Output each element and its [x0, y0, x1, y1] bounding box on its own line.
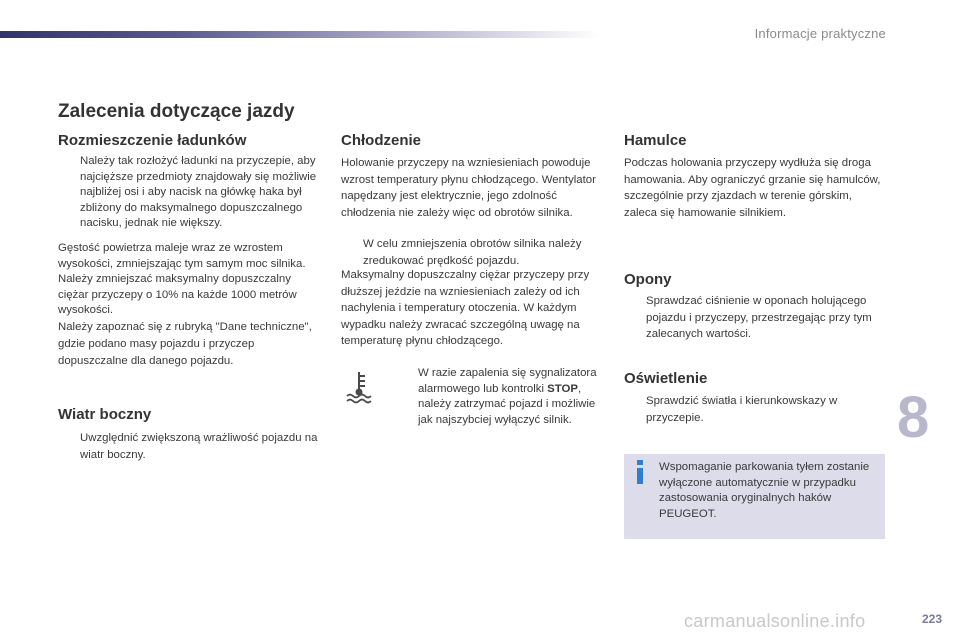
paragraph-air-density: Gęstość powietrza maleje wraz ze wzrostem wysokości, zmniejszając tym samym moc silnika. Należy zmniejszać maksymalny dopuszczalny ciężar przyczepy o 10% na każde 1000 metrów wysokości.: [58, 242, 306, 317]
heading-tyres: Opony: [624, 271, 672, 288]
heading-brakes: Hamulce: [624, 132, 687, 149]
header-gradient-bar: [0, 31, 600, 38]
page-title: Zalecenia dotyczące jazdy: [58, 101, 295, 122]
info-box: [624, 454, 885, 539]
coolant-temperature-warning-icon: [345, 370, 373, 404]
bullet-cooling: W celu zmniejszenia obrotów silnika należy zredukować prędkość pojazdu.: [363, 238, 582, 267]
chapter-number: 8: [897, 385, 930, 450]
paragraph-cooling: Holowanie przyczepy na wzniesieniach powoduje wzrost temperatury płynu chłodzącego. Wentylator napędzany jest elektrycznie, jego zdolność chłodzenia nie zależy więc od obrotów silnika.: [341, 157, 596, 219]
section-title: Informacje praktyczne: [754, 26, 886, 41]
paragraph-technical-data: Należy zapoznać się z rubryką "Dane techniczne", gdzie podano masy pojazdu i przyczep dopuszczalne dla danego pojazdu.: [58, 321, 312, 367]
info-icon: [635, 460, 645, 484]
bullet-load: Należy tak rozłożyć ładunki na przyczepie, aby najcięższe przedmioty znajdowały się możliwie najbliżej osi i aby nacisk na główkę haka był zbliżony do maksymalnego dopuszczalnego nacisku, jednak nie większy.: [80, 155, 317, 230]
heading-cooling: Chłodzenie: [341, 132, 422, 149]
bullet-tyres: Sprawdzać ciśnienie w oponach holującego pojazdu i przyczepy, przestrzegając przy tym zalecanych wartości.: [646, 295, 872, 340]
paragraph-max-weight: Maksymalny dopuszczalny ciężar przyczepy przy dłuższej jeździe na wzniesieniach zależy od ich nachylenia i temperatury otoczenia. W każdym wypadku należy zwracać szczególną uwagę na temperaturę płynu chłodzącego.: [341, 269, 590, 347]
bullet-stop-warning: W razie zapalenia się sygnalizatora alarmowego lub kontrolki STOP, należy zatrzymać pojazd i możliwie jak najszybciej wyłączyć silnik.: [418, 367, 597, 427]
paragraph-brakes: Podczas holowania przyczepy wydłuża się droga hamowania. Aby ograniczyć grzanie się hamulców, szczególnie przy zjazdach w terenie górskim, zaleca się hamowanie silnikiem.: [624, 157, 881, 219]
page-number: 223: [921, 612, 942, 626]
heading-crosswind: Wiatr boczny: [58, 406, 152, 423]
watermark: carmanualsonline.info: [684, 611, 866, 631]
info-text: Wspomaganie parkowania tyłem zostanie wyłączone automatycznie w przypadku zastosowania oryginalnych haków PEUGEOT.: [659, 461, 870, 520]
bullet-lighting: Sprawdzić światła i kierunkowskazy w przyczepie.: [646, 395, 838, 424]
bullet-crosswind: Uwzględnić zwiększoną wrażliwość pojazdu na wiatr boczny.: [80, 432, 318, 461]
heading-load-distribution: Rozmieszczenie ładunków: [58, 132, 247, 149]
heading-lighting: Oświetlenie: [624, 370, 708, 387]
